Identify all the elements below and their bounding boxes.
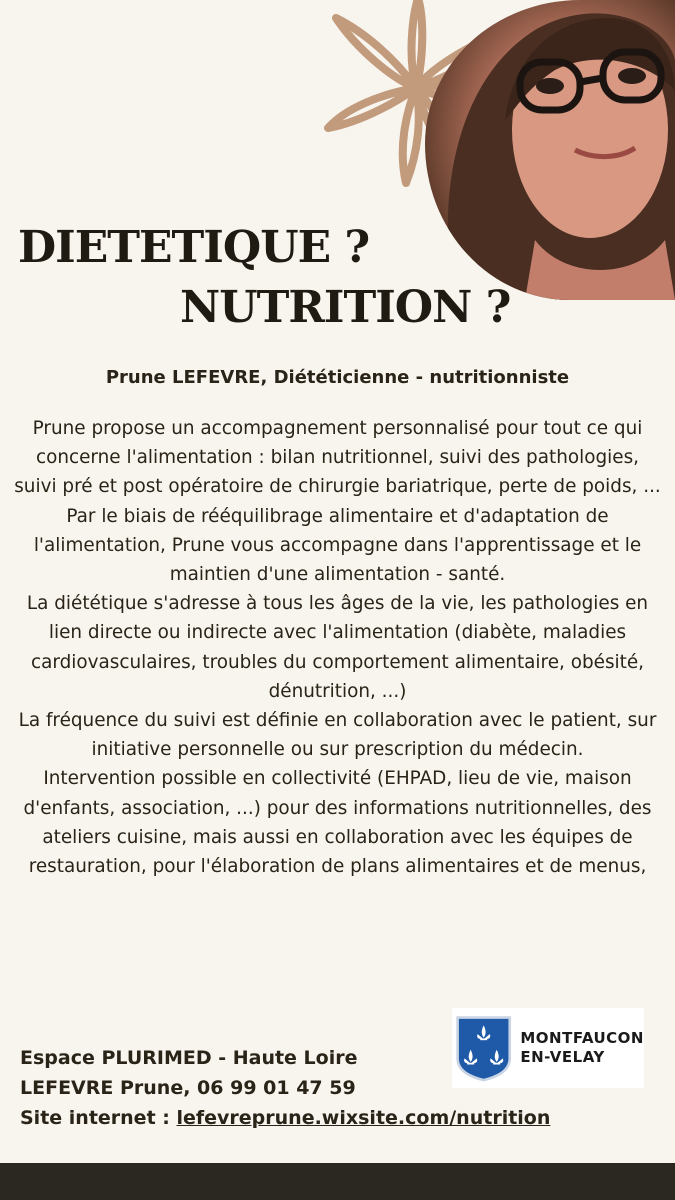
footer-website [20, 1103, 550, 1133]
logo-text [520, 1029, 644, 1067]
paragraph: Intervention possible en collectivité (EHPAD, lieu de vie, maison d'enfants, association, ...) pour des informations nutritionnelles, des ateliers cuisine, mais aussi en collaboration avec les équipes de restauration, pour l'élaboration de plans alimentaires et de menus, [23, 768, 652, 878]
paragraph: La fréquence du suivi est définie en collaboration avec le patient, sur initiative personnelle ou sur prescription du médecin. [18, 710, 657, 761]
logo-line2: EN-VELAY [520, 1048, 605, 1066]
bottom-bar [0, 1163, 675, 1200]
paragraph: Prune propose un accompagnement personnalisé pour tout ce qui concerne l'alimentation : bilan nutritionnel, suivi des pathologies, suivi pré et post opératoire de chirurgie bariatrique, perte de poids, ... [14, 418, 661, 498]
description-text [12, 414, 663, 881]
fleur-de-lis-crest-icon [455, 1010, 512, 1086]
title-nutrition: NUTRITION ? [180, 282, 511, 333]
montfaucon-logo [452, 1008, 644, 1088]
logo-line1: MONTFAUCON [520, 1029, 644, 1047]
website-link[interactable]: lefevreprune.wixsite.com/nutrition [176, 1107, 551, 1129]
paragraph: La diététique s'adresse à tous les âges de la vie, les pathologies en lien directe ou indirecte avec l'alimentation (diabète, maladies cardiovasculaires, troubles du comportement alimentaire, obésité, dénutrition, ...) [26, 593, 649, 702]
footer-location: Espace PLURIMED - Haute Loire [20, 1047, 358, 1069]
footer-phone: LEFEVRE Prune, 06 99 01 47 59 [20, 1077, 356, 1099]
paragraph: Par le biais de rééquilibrage alimentaire et d'adaptation de l'alimentation, Prune vous accompagne dans l'apprentissage et le maintien d'une alimentation - santé. [33, 505, 642, 586]
subtitle-name: Prune LEFEVRE, Diététicienne - nutritionniste [105, 367, 570, 388]
title-dietetique: DIETETIQUE ? [18, 222, 370, 273]
website-label: Site internet : [20, 1107, 177, 1129]
